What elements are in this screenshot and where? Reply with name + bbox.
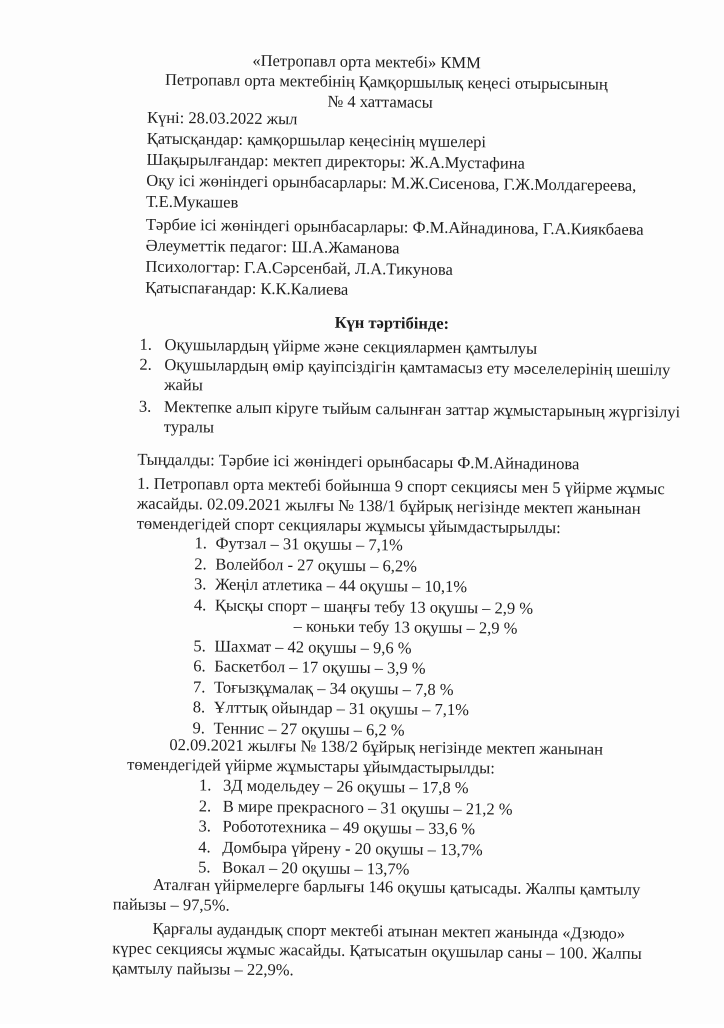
- social-pedagogue: Әлеуметтік педагог: Ш.А.Жаманова: [145, 235, 400, 258]
- section1-para: 1. Петропавл орта мектебі бойынша 9 спорт секциясы мен 5 үйірме жұмыс: [137, 473, 665, 499]
- sport-section-item-num: 8.: [192, 697, 206, 717]
- sport-section-item: Шахмат – 42 оқушы – 9,6 %: [214, 635, 412, 658]
- club-item-num: 4.: [198, 836, 211, 856]
- sport-section-item-num: 4.: [193, 594, 207, 614]
- clubs-summary-cont: пайызы – 97,5%.: [112, 894, 230, 915]
- agenda-item-3-num: 3.: [138, 396, 152, 416]
- sport-section-item: Тоғызқұмалақ – 34 оқушы – 7,8 %: [213, 676, 454, 699]
- participants: Қатысқандар: қамқоршылар кеңесінің мүшелері: [146, 128, 487, 152]
- club-item-num: 1.: [198, 775, 212, 795]
- sport-section-item-num: 7.: [192, 676, 206, 696]
- agenda-item-1-num: 1.: [139, 334, 153, 354]
- sport-section-item: Ұлттық ойындар – 31 оқушы – 7,1%: [213, 697, 469, 720]
- sport-section-item-num: 2.: [194, 553, 207, 573]
- club-item-num: 3.: [198, 816, 212, 836]
- sport-section-item: Теннис – 27 оқушы – 6,2 %: [213, 717, 405, 739]
- club-item: В мире прекрасного – 31 оқушы – 21,2 %: [222, 796, 513, 819]
- judo-paragraph-cont: күрес секциясы жұмыс жасайды. Қатысатын оқушылар саны – 100. Жалпы: [112, 938, 642, 963]
- protocol-number: № 4 хаттамасы: [327, 91, 433, 112]
- club-item: 3Д модельдеу – 26 оқушы – 17,8 %: [222, 775, 469, 798]
- clubs-summary: Аталған үйірмелерге барлығы 146 оқушы қатысады. Жалпы қамтылу: [152, 874, 641, 899]
- club-item: Вокал – 20 оқушы – 13,7%: [222, 857, 410, 879]
- document-title: Петропавл орта мектебінің Қамқоршылық кеңесі отырысының: [164, 69, 608, 94]
- agenda-item-1: Оқушылардың үйірме және секциялармен қамтылуы: [164, 334, 538, 358]
- sport-section-item-num: 1.: [194, 533, 208, 553]
- agenda-heading: Күн тәртібінде:: [334, 312, 450, 333]
- absent: Қатыспағандар: К.К.Калиева: [145, 277, 349, 299]
- section1-para: жасайды. 02.09.2021 жылғы № 138/1 бұйрық негізінде мектеп жанынан: [136, 493, 641, 518]
- club-item: Робототехника – 49 оқушы – 33,6 %: [222, 816, 476, 839]
- club-item-num: 2.: [198, 795, 212, 815]
- sport-section-item: Қысқы спорт – шаңғы тебу 13 оқушы – 2,9 %: [214, 594, 534, 618]
- agenda-item-3: Мектепке алып кіруге тыйым салынған заттар жұмыстарының жүргізілуі: [163, 396, 681, 422]
- invited: Шақырылғандар: мектеп директоры: Ж.А.Мустафина: [146, 149, 526, 173]
- section2-para: 02.09.2021 жылғы № 138/2 бұйрық негізінде мектеп жанынан: [169, 735, 604, 759]
- meeting-date: Күні: 28.03.2022 жыл: [146, 107, 298, 129]
- judo-paragraph-cont: қамтылу пайызы – 22,9%.: [111, 958, 294, 980]
- sport-section-item-num: 5.: [193, 635, 206, 655]
- agenda-item-2: Оқушылардың өмір қауіпсіздігін қамтамасыз ету мәселелерінің шешілу: [164, 354, 671, 380]
- agenda-item-2-num: 2.: [139, 354, 152, 374]
- sport-section-item: Баскетбол – 17 оқушы – 3,9 %: [214, 656, 426, 678]
- sport-section-item-num: 3.: [194, 574, 207, 594]
- club-item: Домбыра үйрену - 20 оқушы – 13,7%: [222, 837, 483, 859]
- agenda-item-2-cont: жайы: [164, 374, 203, 395]
- club-item-num: 5.: [198, 857, 211, 877]
- study-deputies: Оқу ісі жөніндегі орынбасарлары: М.Ж.Сисенова, Г.Ж.Молдагереева,: [146, 170, 637, 195]
- sport-section-item: – коньки тебу 13 оқушы – 2,9 %: [293, 616, 518, 638]
- agenda-item-3-cont: туралы: [163, 416, 215, 437]
- sport-section-item: Волейбол - 27 оқушы – 6,2%: [215, 553, 418, 576]
- sport-section-item: Футзал – 31 оқушы – 7,1%: [215, 533, 403, 555]
- sport-section-item-num: 6.: [193, 656, 206, 676]
- organization-name: «Петропавл орта мектебі» КММ: [252, 50, 481, 73]
- section1-para: төмендегідей спорт секциялары жұмысы ұйымдастырылды:: [136, 513, 561, 538]
- sport-section-item: Жеңіл атлетика – 44 оқушы – 10,1%: [215, 574, 468, 597]
- section2-para: төмендегідей үйірме жұмыстары ұйымдастырылды:: [127, 754, 495, 778]
- judo-paragraph: Қарғалы аудандық спорт мектебі атынан мектеп жанында «Дзюдо»: [152, 918, 626, 943]
- psychologists: Психологтар: Г.А.Сәрсенбай, Л.А.Тикунова: [145, 256, 453, 279]
- sport-section-item-num: 9.: [192, 717, 206, 737]
- upbringing-deputies: Тәрбие ісі жөніндегі орынбасарлары: Ф.М.Айнадинова, Г.А.Киякбаева: [145, 214, 644, 239]
- listened: Тыңдалды: Тәрбие ісі жөніндегі орынбасары Ф.М.Айнадинова: [137, 449, 580, 474]
- study-deputies-cont: Т.Е.Мукашев: [146, 191, 239, 212]
